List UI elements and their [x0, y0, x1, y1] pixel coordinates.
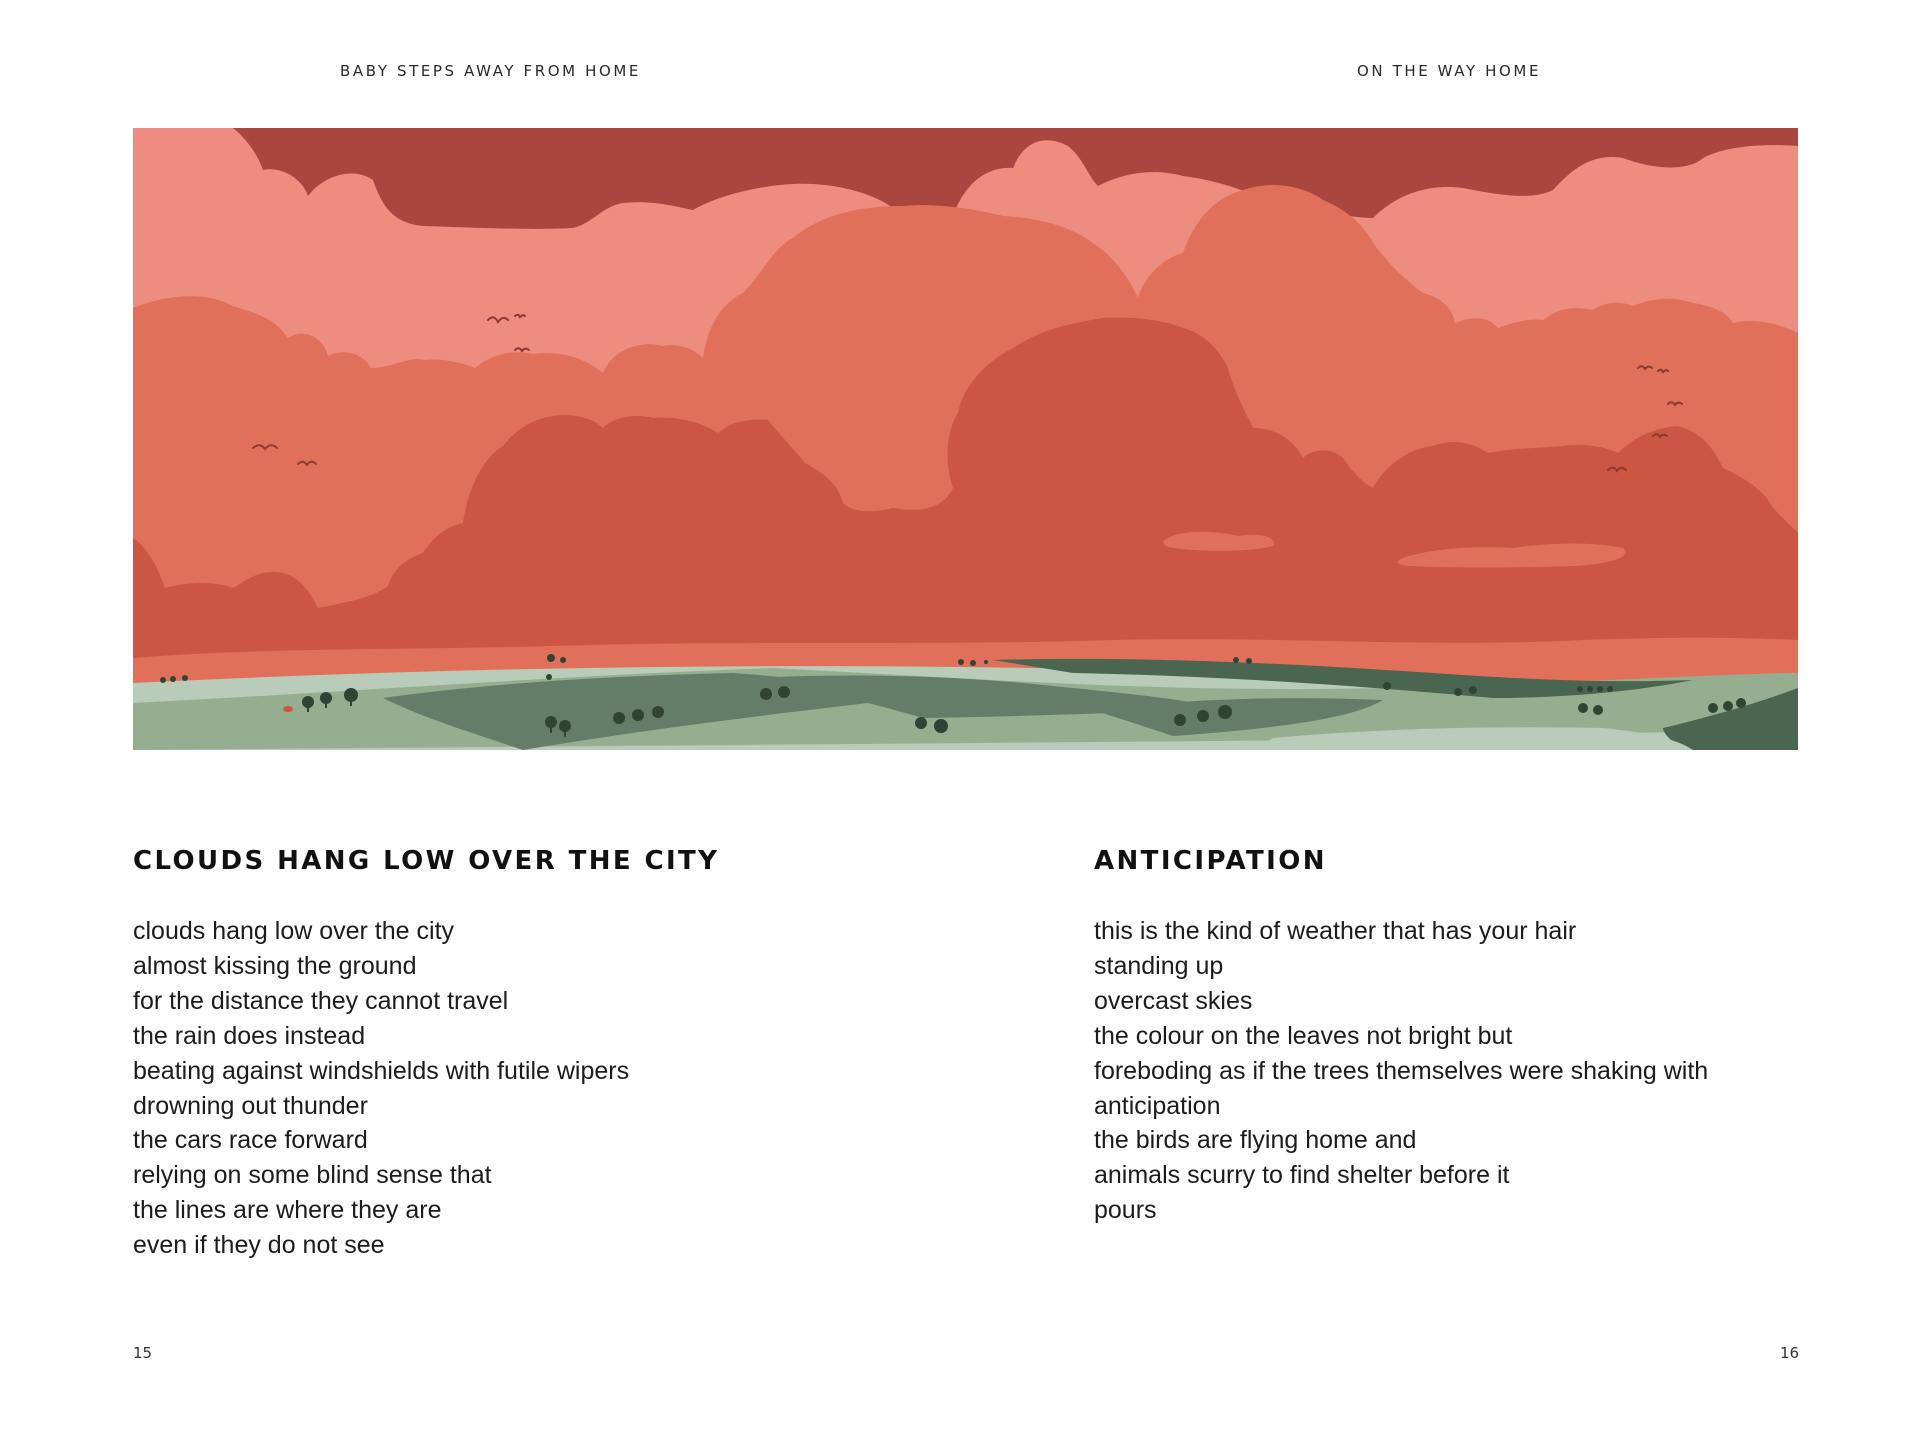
poem-line: animals scurry to find shelter before it [1094, 1161, 1510, 1190]
poem-title-right: ANTICIPATION [1094, 846, 1327, 876]
poem-title-left: CLOUDS HANG LOW OVER THE CITY [133, 846, 720, 876]
small-animal [283, 706, 293, 712]
page-number-left: 15 [133, 1344, 153, 1362]
poem-line: the colour on the leaves not bright but [1094, 1021, 1513, 1050]
poem-line: the lines are where they are [133, 1196, 442, 1225]
page-number-right: 16 [1780, 1344, 1800, 1362]
poem-body-right [1094, 914, 1708, 1228]
tree-cluster [546, 674, 552, 680]
poem-line: foreboding as if the trees themselves were shaking with [1094, 1056, 1709, 1085]
poem-line: standing up [1094, 951, 1224, 980]
poem-line: drowning out thunder [133, 1091, 368, 1120]
poem-line: clouds hang low over the city [133, 917, 455, 945]
poem-line: the birds are flying home and [1094, 1126, 1417, 1155]
poem-line: even if they do not see [133, 1231, 385, 1260]
running-head-right: ON THE WAY HOME [1357, 62, 1542, 80]
poem-line: almost kissing the ground [133, 951, 417, 980]
poem-line: anticipation [1094, 1091, 1221, 1120]
running-head-left: BABY STEPS AWAY FROM HOME [340, 62, 642, 80]
poem-line: the cars race forward [133, 1126, 368, 1155]
poem-line: overcast skies [1094, 986, 1253, 1015]
poem-line: pours [1094, 1196, 1157, 1225]
poem-line: the rain does instead [133, 1021, 366, 1050]
poem-line: this is the kind of weather that has your hair [1094, 917, 1577, 945]
poem-line: for the distance they cannot travel [133, 986, 509, 1015]
cloud-landscape-illustration [133, 128, 1798, 750]
tree-cluster [1383, 682, 1391, 690]
poem-line: relying on some blind sense that [133, 1161, 492, 1190]
poem-line: beating against windshields with futile wipers [133, 1056, 630, 1085]
poem-body-left [133, 914, 629, 1263]
